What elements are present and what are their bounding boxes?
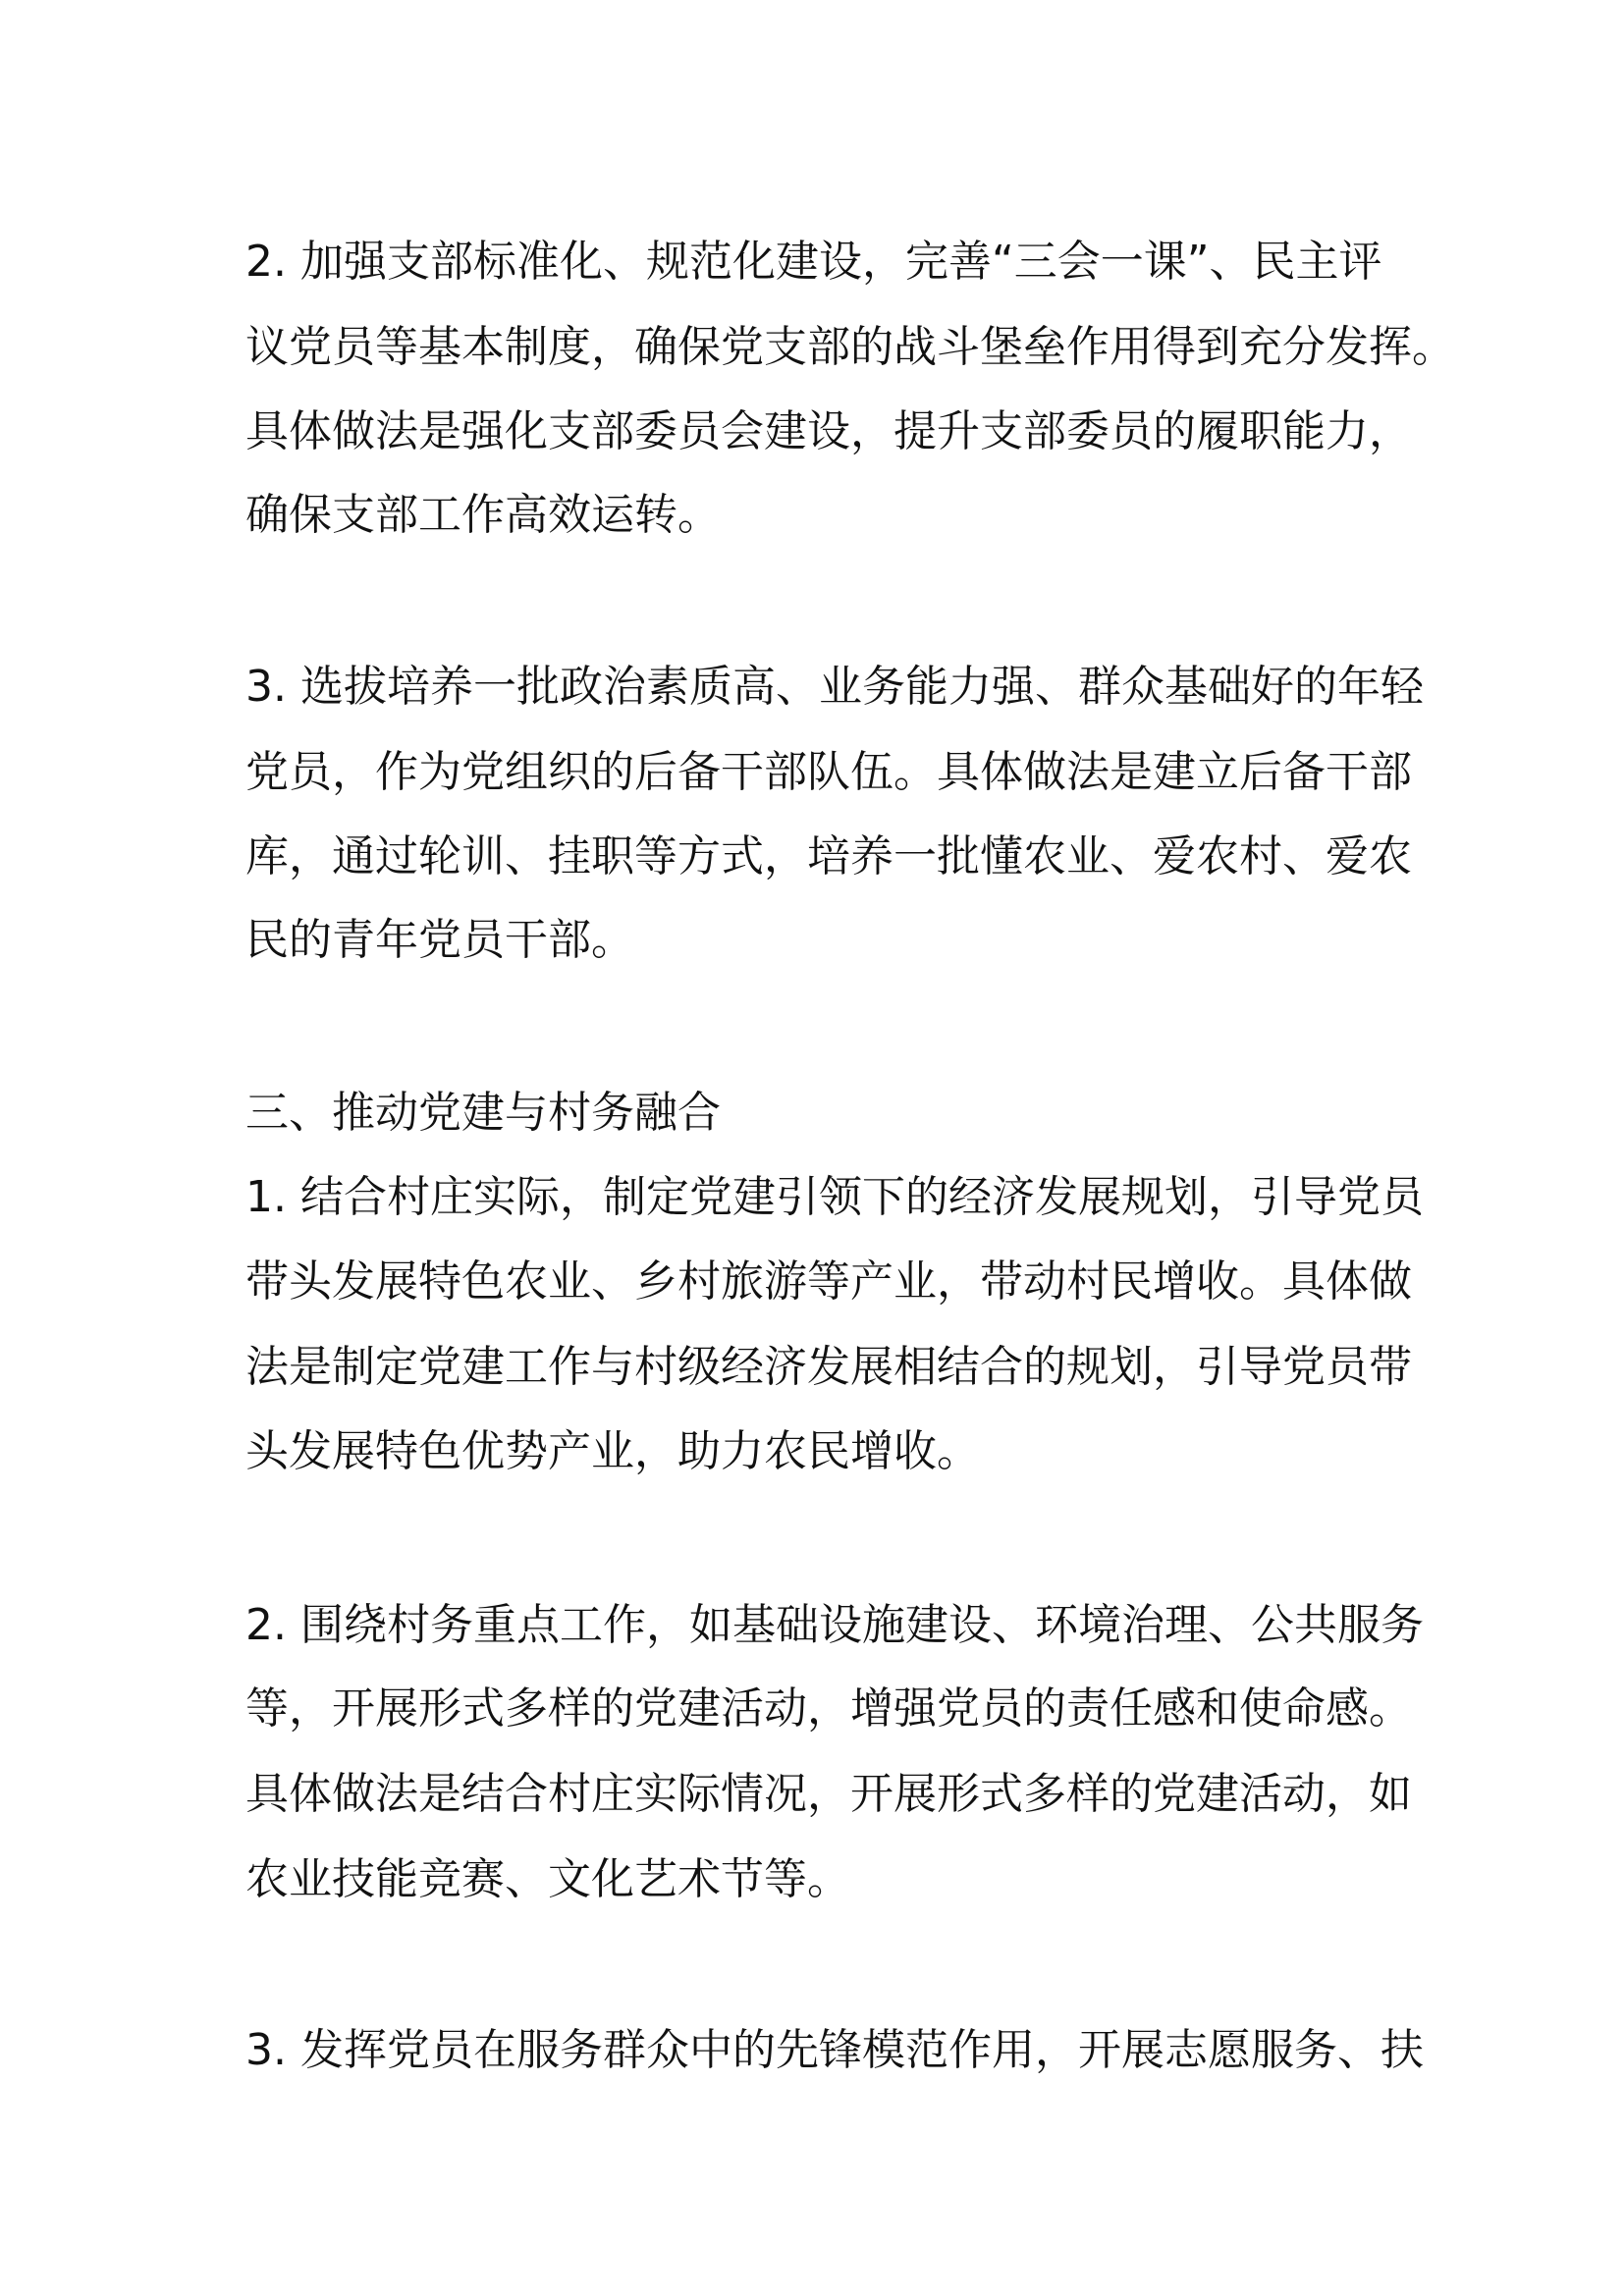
text-line: 党员，作为党组织的后备干部队伍。具体做法是建立后备干部 [245, 747, 1412, 797]
text-line: 民的青年党员干部。 [245, 915, 634, 965]
text-line: 等，开展形式多样的党建活动，增强党员的责任感和使命感。 [245, 1683, 1412, 1734]
text-line: 具体做法是结合村庄实际情况，开展形式多样的党建活动，如 [245, 1769, 1412, 1819]
text-line: 2. 围绕村务重点工作，如基础设施建设、环境治理、公共服务 [245, 1600, 1424, 1650]
text-line: 带头发展特色农业、乡村旅游等产业，带动村民增收。具体做 [245, 1256, 1412, 1307]
text-line: 法是制定党建工作与村级经济发展相结合的规划，引导党员带 [245, 1342, 1412, 1392]
section-heading: 三、推动党建与村务融合 [245, 1088, 721, 1138]
text-line: 议党员等基本制度，确保党支部的战斗堡垒作用得到充分发挥。 [245, 322, 1455, 372]
text-line: 2. 加强支部标准化、规范化建设，完善“三会一课”、民主评 [245, 237, 1382, 287]
text-line: 具体做法是强化支部委员会建设，提升支部委员的履职能力， [245, 406, 1412, 456]
text-line: 1. 结合村庄实际，制定党建引领下的经济发展规划，引导党员 [245, 1172, 1424, 1222]
text-line: 库，通过轮训、挂职等方式，培养一批懂农业、爱农村、爱农 [245, 831, 1412, 881]
text-line: 头发展特色优势产业，助力农民增收。 [245, 1426, 980, 1476]
text-line: 确保支部工作高效运转。 [245, 490, 721, 540]
text-line: 3. 发挥党员在服务群众中的先锋模范作用，开展志愿服务、扶 [245, 2025, 1424, 2075]
text-line: 农业技能竞赛、文化艺术节等。 [245, 1854, 850, 1904]
text-line: 3. 选拔培养一批政治素质高、业务能力强、群众基础好的年轻 [245, 662, 1424, 712]
